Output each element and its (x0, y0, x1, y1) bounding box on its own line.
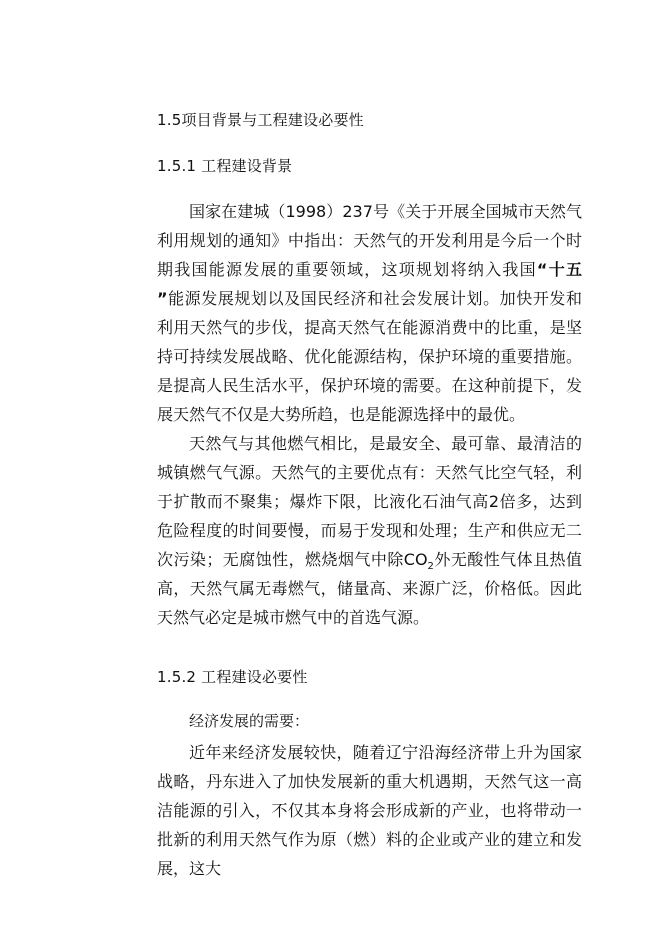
background-paragraph-1-text-a: 国家在建城（1998）237号《关于开展全国城市天然气利用规划的通知》中指出：天然气的开发利用是今后一个时期我国能源发展的重要领域，这项规划将纳入我国 (157, 202, 582, 279)
section-heading: 1.5项目背景与工程建设必要性 (157, 111, 364, 129)
subsection-heading-background: 1.5.1 工程建设背景 (157, 157, 293, 175)
background-paragraph-1-text-b: 能源发展规划以及国民经济和社会发展计划。加快开发和利用天然气的步伐，提高天然气在能源消费中的比重，是坚持可持续发展战略、优化能源结构，保护环境的重要措施。是提高人民生活水平，保护环境的需要。在这种前提下，发展天然气不仅是大势所趋，也是能源选择中的最优。 (157, 289, 582, 424)
co2-subscript: 2 (427, 561, 434, 573)
economic-need-label: 经济发展的需要： (189, 712, 310, 730)
subsection-heading-necessity: 1.5.2 工程建设必要性 (157, 668, 308, 686)
background-paragraph-2-text-b: 外无酸性气体且热值高，天然气属无毒燃气，储量高、来源广泛，价格低。因此天然气必定是城市燃气中的首选气源。 (157, 550, 582, 627)
background-paragraph-1 (157, 197, 582, 429)
necessity-paragraph-1: 近年来经济发展较快，随着辽宁沿海经济带上升为国家战略，丹东进入了加快发展新的重大机遇期，天然气这一高洁能源的引入，不仅其本身将会形成新的产业，也将带动一批新的利用天然气作为原（燃）料的企业或产业的建立和发展，这大 (157, 743, 582, 878)
background-paragraph-2 (157, 429, 582, 632)
background-paragraph-2-text-a: 天然气与其他燃气相比，是最安全、最可靠、最清洁的城镇燃气气源。天然气的主要优点有：天然气比空气轻，利于扩散而不聚集；爆炸下限，比液化石油气高2倍多，达到危险程度的时间要慢，而易于发现和处理；生产和供应无二次污染；无腐蚀性，燃烧烟气中除CO (157, 434, 582, 569)
background-paragraph-1-bold: “十五 ” (157, 260, 582, 308)
